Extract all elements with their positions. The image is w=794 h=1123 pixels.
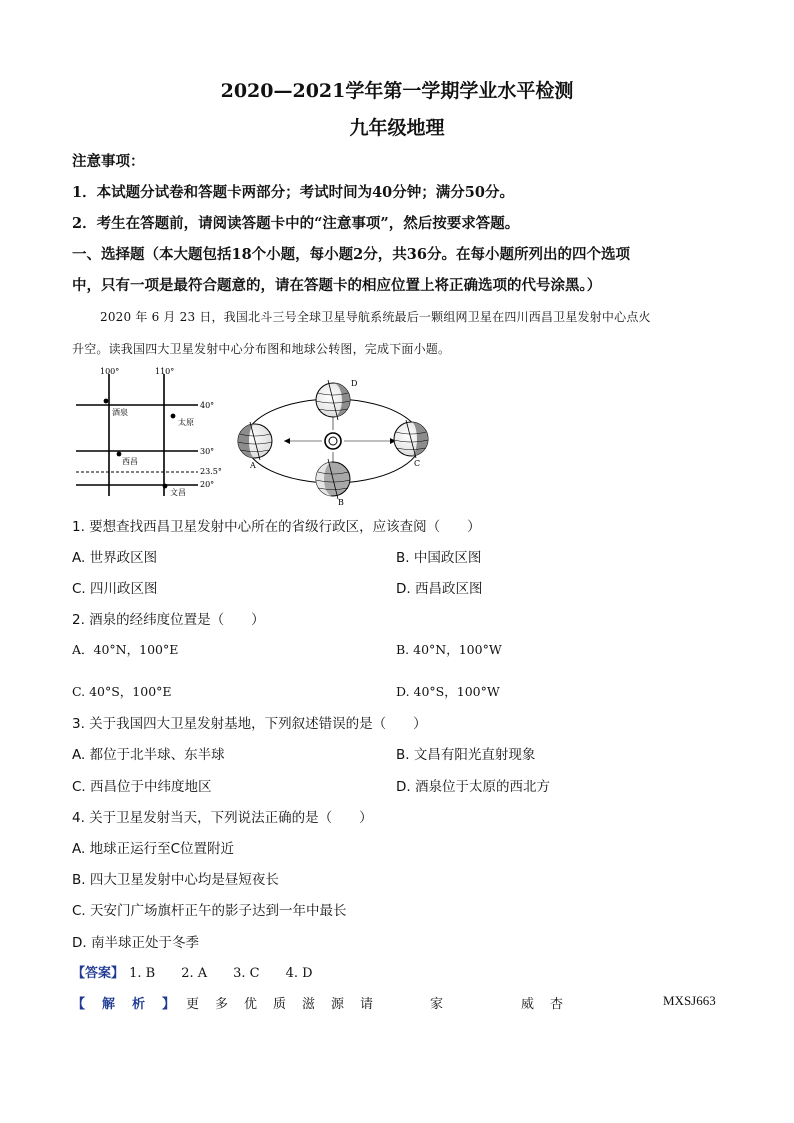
question-2-option-d: D. 40°S，100°W [396, 684, 500, 699]
question-3-option-b: B. 文昌有阳光直射现象 [396, 747, 536, 763]
notes-item-1: 1．本试题分试卷和答题卡两部分；考试时间为40分钟；满分50分。 [72, 184, 514, 201]
earth-position-c [394, 420, 428, 458]
position-d-label: D [351, 379, 358, 388]
lat-40-label: 40° [200, 401, 215, 410]
answer-tag: 【答案】 [72, 966, 125, 981]
analysis-char-9: 杏 [550, 997, 564, 1012]
analysis-char-5: 源 [331, 997, 345, 1012]
analysis-char-0: 更 [186, 997, 200, 1012]
taiyuan-dot [171, 414, 176, 419]
analysis-char-7: 家 [430, 997, 444, 1012]
position-c-label: C [414, 459, 421, 468]
earth-position-b [316, 459, 350, 499]
lon-110-label: 110° [155, 367, 175, 376]
place-taiyuan: 太原 [178, 418, 194, 427]
question-2-option-c: C. 40°S，100°E [72, 684, 172, 699]
question-2-option-b: B. 40°N，100°W [396, 642, 502, 657]
position-b-label: B [338, 498, 344, 506]
section-instruction-line-1: 一、选择题（本大题包括18个小题，每小题2分，共36分。在每小题所列出的四个选项 [72, 246, 630, 263]
question-1-option-b: B. 中国政区图 [396, 550, 482, 566]
question-2-stem: 2. 酒泉的经纬度位置是（ ） [72, 612, 265, 628]
question-4-option-a: A. 地球正运行至C位置附近 [72, 841, 235, 857]
place-wenchang: 文昌 [170, 488, 186, 497]
question-4-stem: 4. 关于卫星发射当天，下列说法正确的是（ ） [72, 810, 373, 826]
earth-revolution-diagram [236, 378, 436, 506]
analysis-char-1: 多 [215, 997, 229, 1012]
question-4-option-b: B. 四大卫星发射中心均是昼短夜长 [72, 872, 279, 888]
question-2-option-a: A．40°N，100°E [72, 642, 179, 657]
place-jiuquan: 酒泉 [112, 408, 128, 417]
lat-30-label: 30° [200, 447, 215, 456]
question-3-option-c: C. 西昌位于中纬度地区 [72, 779, 212, 795]
analysis-char-4: 滋 [302, 997, 316, 1012]
page-title: 2020—2021学年第一学期学业水平检测 [220, 80, 574, 102]
question-3-option-d: D. 酒泉位于太原的西北方 [396, 779, 550, 795]
question-3-stem: 3. 关于我国四大卫星发射基地，下列叙述错误的是（ ） [72, 716, 427, 732]
analysis-char-2: 优 [244, 997, 258, 1012]
analysis-code: MXSJ663 [663, 993, 716, 1008]
analysis-tag: 【 解 析 】 [72, 997, 178, 1012]
intro-line-2: 升空。读我国四大卫星发射中心分布图和地球公转图，完成下面小题。 [72, 342, 451, 356]
xichang-dot [117, 452, 122, 457]
notes-item-2: 2．考生在答题前，请阅读答题卡中的“注意事项”，然后按要求答题。 [72, 215, 520, 232]
analysis-char-3: 质 [273, 997, 287, 1012]
place-xichang: 西昌 [122, 457, 138, 466]
analysis-char-8: 威 [521, 997, 535, 1012]
question-4-option-d: D. 南半球正处于冬季 [72, 935, 199, 951]
analysis-char-6: 请 [360, 997, 374, 1012]
lat-20-label: 20° [200, 480, 215, 489]
question-1-option-d: D. 西昌政区图 [396, 581, 483, 597]
question-1-option-a: A. 世界政区图 [72, 550, 158, 566]
jiuquan-dot [104, 399, 109, 404]
question-1-option-c: C. 四川政区图 [72, 581, 158, 597]
answer-values: 1. B 2. A 3. C 4. D [129, 966, 313, 981]
question-3-option-a: A. 都位于北半球、东半球 [72, 747, 225, 763]
earth-position-a [238, 422, 272, 460]
notes-heading: 注意事项： [72, 153, 145, 170]
lat-23-5-label: 23.5° [200, 467, 222, 476]
answer-line [72, 962, 313, 981]
lon-100-label: 100° [100, 367, 120, 376]
question-1-stem: 1. 要想查找西昌卫星发射中心所在的省级行政区，应该查阅（ ） [72, 519, 481, 535]
question-4-option-c: C. 天安门广场旗杆正午的影子达到一年中最长 [72, 903, 347, 919]
earth-position-d [316, 380, 350, 420]
section-instruction-line-2: 中，只有一项是最符合题意的，请在答题卡的相应位置上将正确选项的代号涂黑。） [72, 277, 602, 294]
wenchang-dot [163, 484, 168, 489]
launch-center-map [72, 364, 232, 500]
page-subtitle: 九年级地理 [349, 117, 445, 139]
intro-line-1: 2020 年 6 月 23 日，我国北斗三号全球卫星导航系统最后一颗组网卫星在四川西昌卫星发射中心点火 [100, 310, 651, 324]
position-a-label: A [250, 461, 256, 470]
